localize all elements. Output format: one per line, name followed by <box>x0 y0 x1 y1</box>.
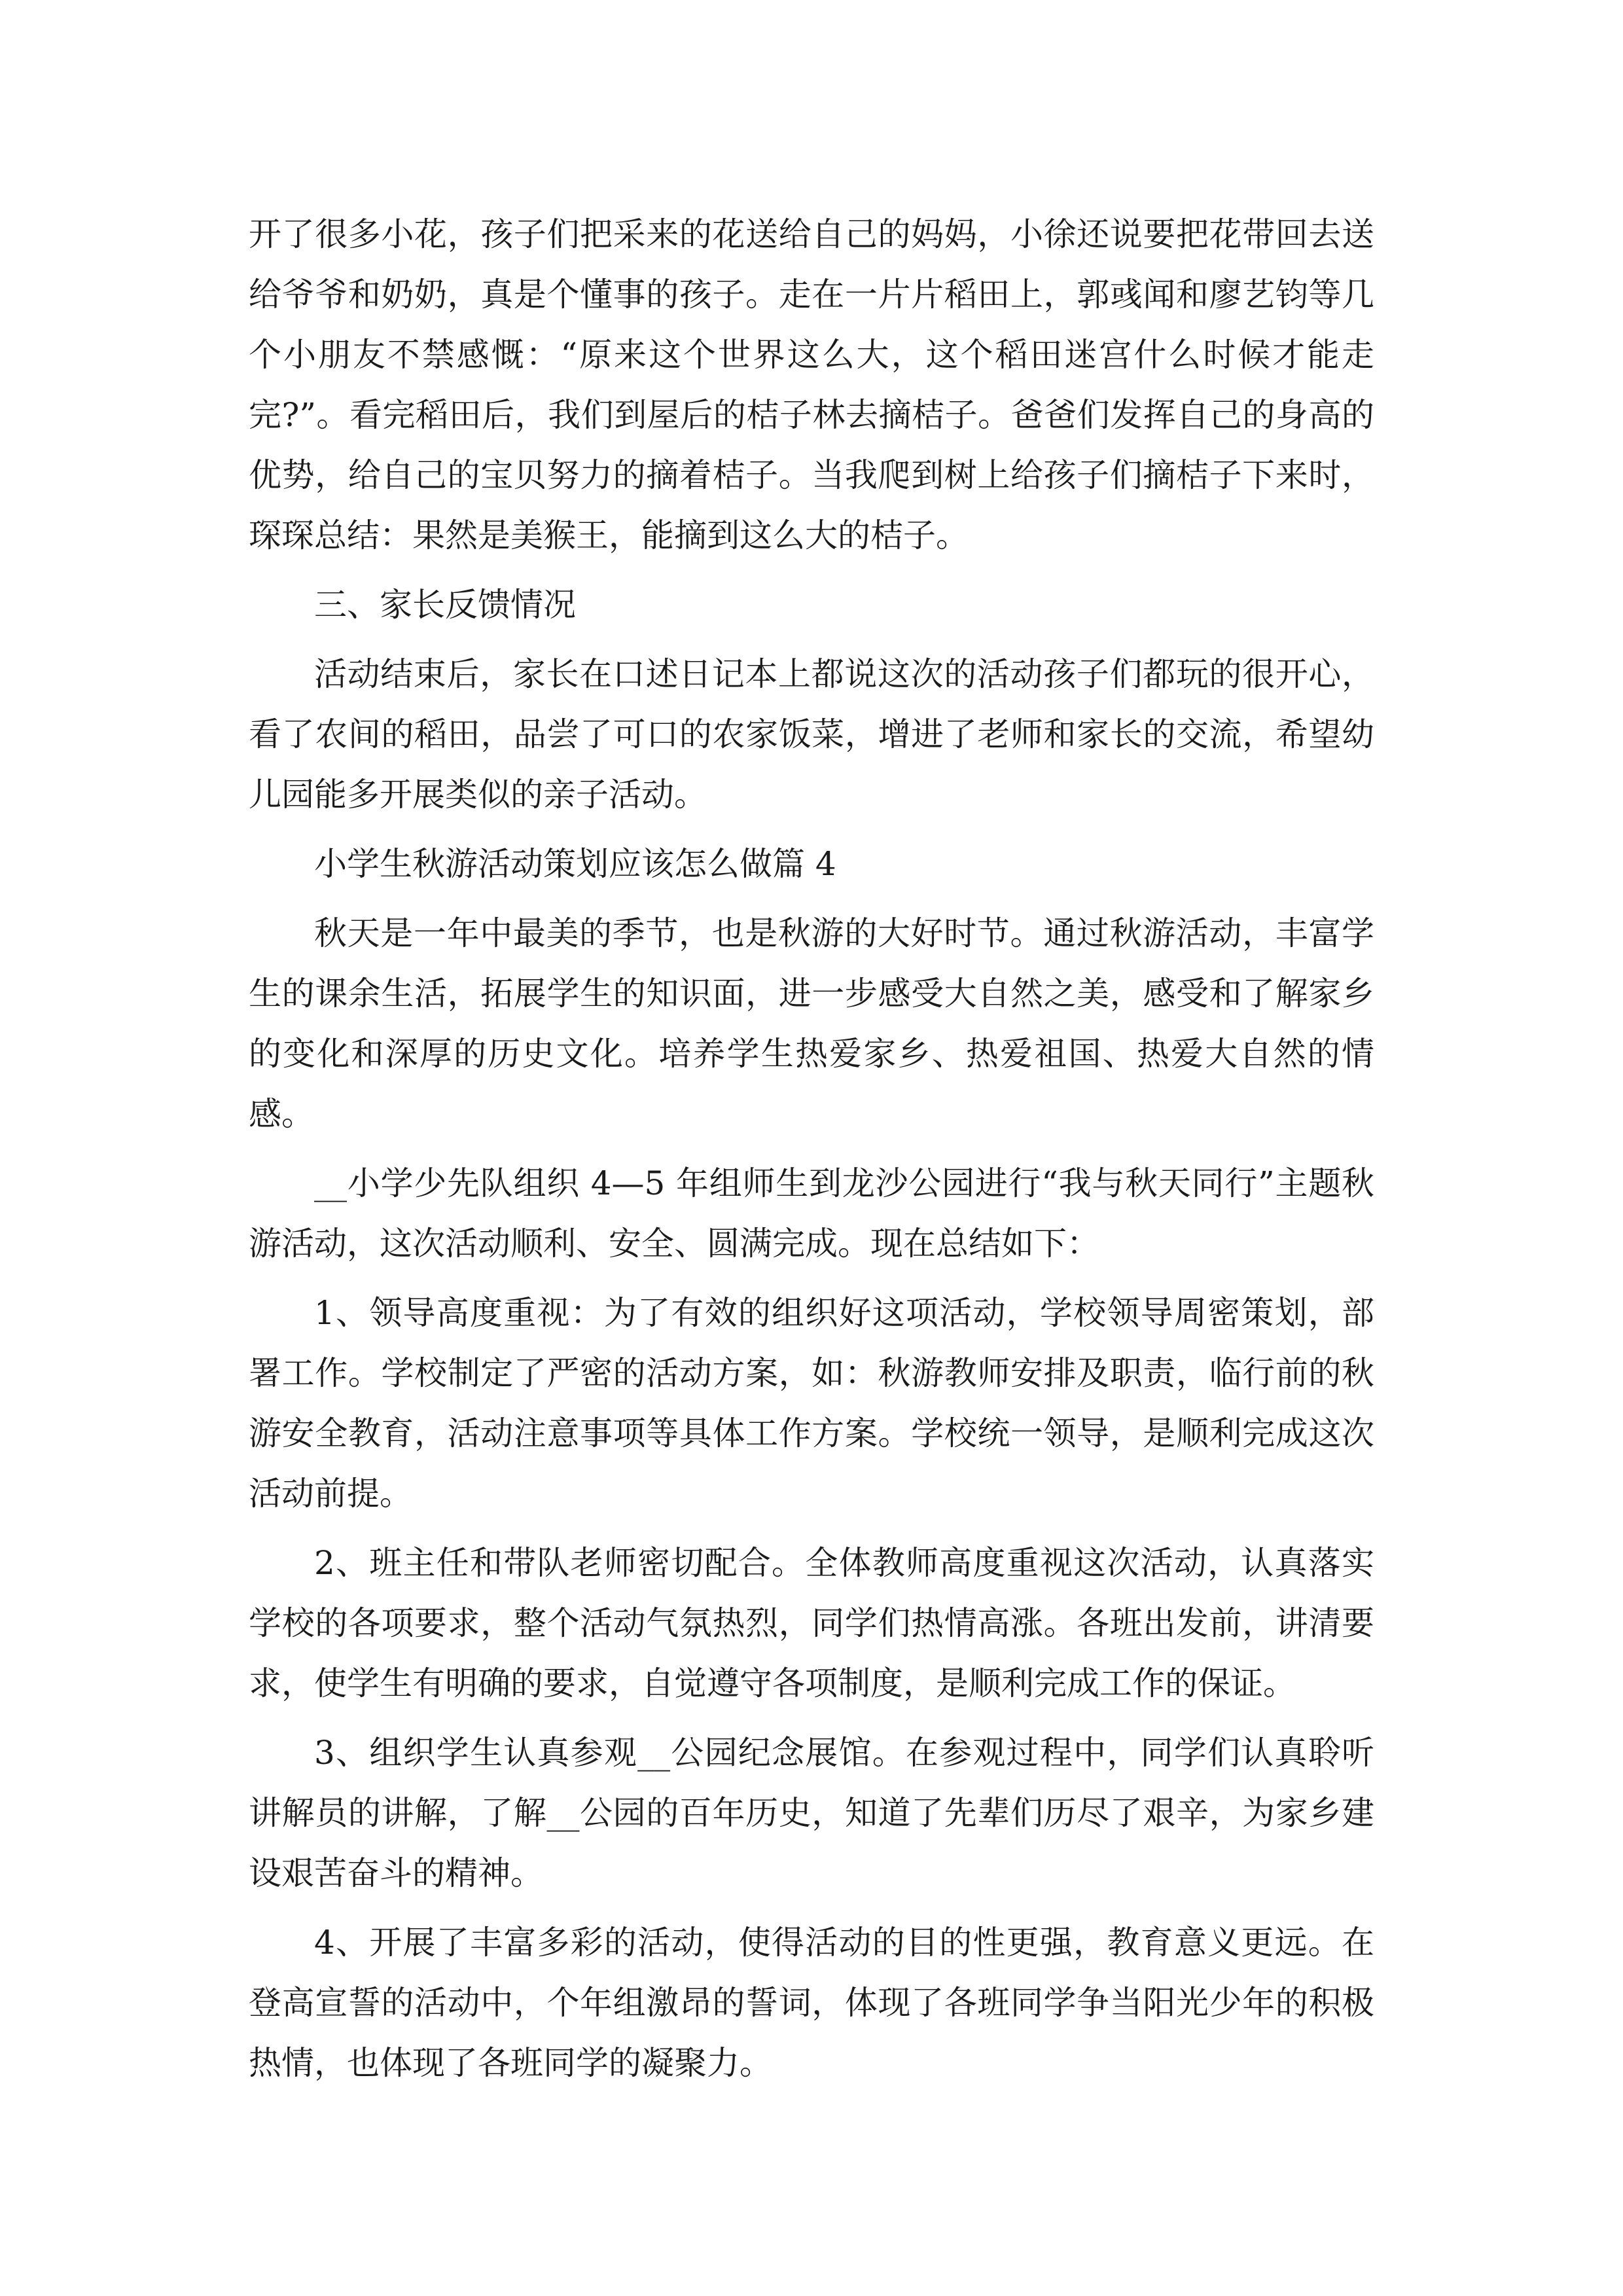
list-item-1: 1、领导高度重视：为了有效的组织好这项活动，学校领导周密策划，部署工作。学校制定了严密的活动方案，如：秋游教师安排及职责，临行前的秋游安全教育，活动注意事项等具体工作方案。学校统一领导，是顺利完成这次活动前提。 <box>249 1294 1374 1513</box>
section-heading-parent-feedback: 三、家长反馈情况 <box>314 586 576 624</box>
paragraph-parent-feedback: 活动结束后，家长在口述日记本上都说这次的活动孩子们都玩的很开心，看了农间的稻田，品尝了可口的农家饭菜，增进了老师和家长的交流，希望幼儿园能多开展类似的亲子活动。 <box>249 655 1374 814</box>
list-item-4: 4、开展了丰富多彩的活动，使得活动的目的性更强，教育意义更远。在登高宣誓的活动中，个年组激昂的誓词，体现了各班同学争当阳光少年的积极热情，也体现了各班同学的凝聚力。 <box>249 1924 1374 2082</box>
paragraph-autumn-intro: 秋天是一年中最美的季节，也是秋游的大好时节。通过秋游活动，丰富学生的课余生活，拓展学生的知识面，进一步感受大自然之美，感受和了解家乡的变化和深厚的历史文化。培养学生热爱家乡、热爱祖国、热爱大自然的情感。 <box>249 914 1374 1133</box>
list-item-2: 2、班主任和带队老师密切配合。全体教师高度重视这次活动，认真落实学校的各项要求，整个活动气氛热烈，同学们热情高涨。各班出发前，讲清要求，使学生有明确的要求，自觉遵守各项制度，是顺利完成工作的保证。 <box>249 1544 1374 1702</box>
document-body <box>249 204 1374 2093</box>
list-item-3: 3、组织学生认真参观__公园纪念展馆。在参观过程中，同学们认真聆听讲解员的讲解，了解__公园的百年历史，知道了先辈们历尽了艰辛，为家乡建设艰苦奋斗的精神。 <box>249 1734 1374 1892</box>
paragraph-activity-summary: __小学少先队组织 4—5 年组师生到龙沙公园进行“我与秋天同行”主题秋游活动，这次活动顺利、安全、圆满完成。现在总结如下： <box>249 1164 1374 1263</box>
article-title-part-4: 小学生秋游活动策划应该怎么做篇 4 <box>314 845 836 883</box>
paragraph-continuation: 开了很多小花，孩子们把采来的花送给自己的妈妈，小徐还说要把花带回去送给爷爷和奶奶，真是个懂事的孩子。走在一片片稻田上，郭彧闻和廖艺钧等几个小朋友不禁感慨：“原来这个世界这么大，这个稻田迷宫什么时候才能走完?”。看完稻田后，我们到屋后的桔子林去摘桔子。爸爸们发挥自己的身高的优势，给自己的宝贝努力的摘着桔子。当我爬到树上给孩子们摘桔子下来时，琛琛总结：果然是美猴王，能摘到这么大的桔子。 <box>249 215 1374 554</box>
